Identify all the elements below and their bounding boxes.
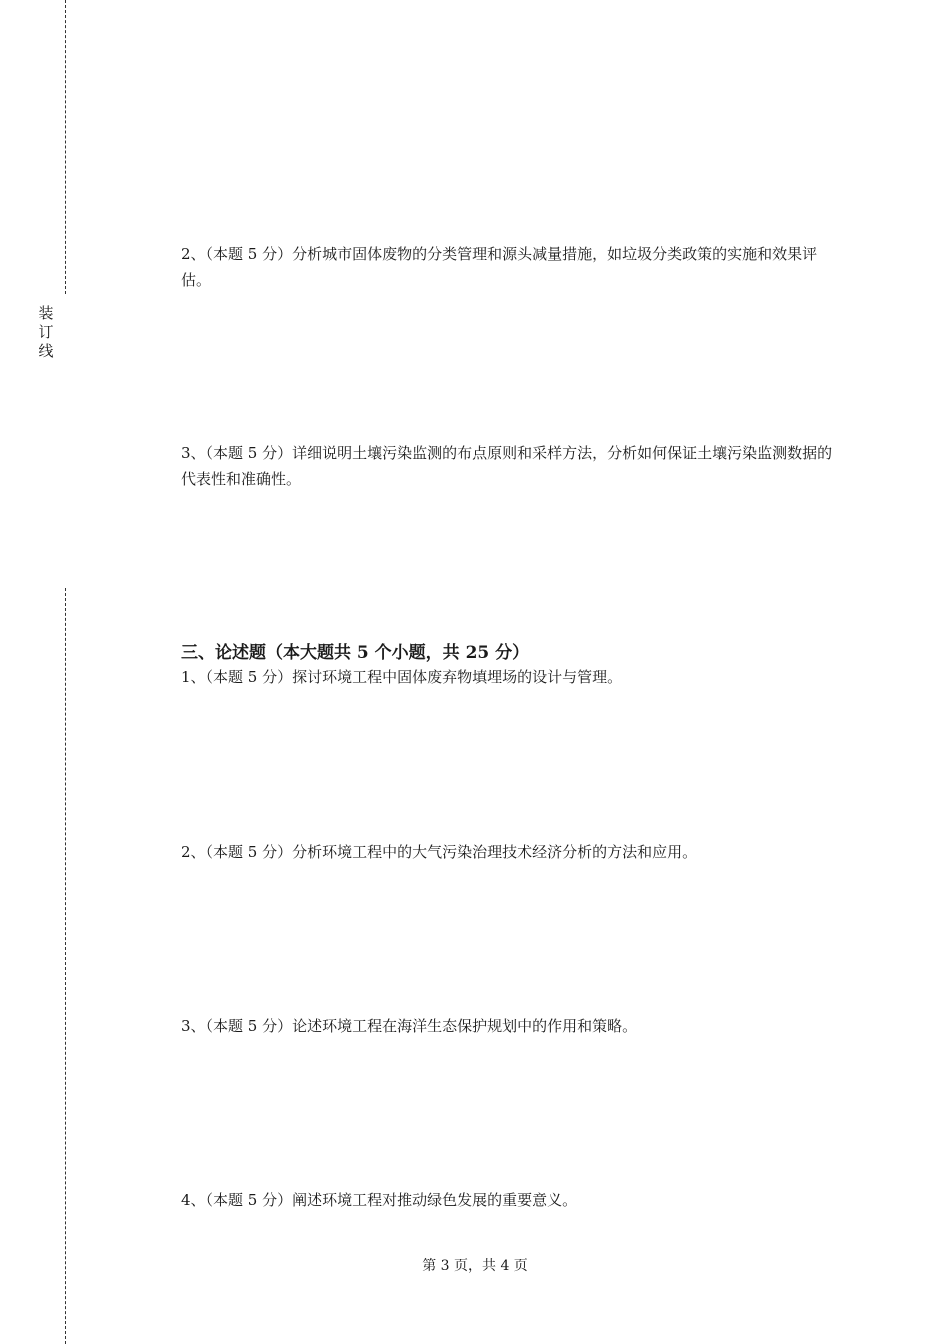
question-2-3: 3、（本题 5 分）详细说明土壤污染监测的布点原则和采样方法，分析如何保证土壤污染监测数据的代表性和准确性。 (181, 444, 833, 488)
question-3-4: 4、（本题 5 分）阐述环境工程对推动绿色发展的重要意义。 (181, 1191, 578, 1209)
binding-dashed-line-top (65, 0, 66, 294)
question-3-2: 2、（本题 5 分）分析环境工程中的大气污染治理技术经济分析的方法和应用。 (181, 843, 698, 861)
question-3-1: 1、（本题 5 分）探讨环境工程中固体废弃物填埋场的设计与管理。 (181, 668, 623, 686)
question-2-2: 2、（本题 5 分）分析城市固体废物的分类管理和源头减量措施，如垃圾分类政策的实施和效果评估。 (181, 245, 818, 289)
page-footer: 第 3 页，共 4 页 (422, 1258, 528, 1274)
section-3-heading: 三、论述题（本大题共 5 个小题，共 25 分） (181, 643, 530, 663)
question-3-3: 3、（本题 5 分）论述环境工程在海洋生态保护规划中的作用和策略。 (181, 1017, 638, 1035)
binding-dashed-line-bottom (65, 588, 66, 1344)
binding-line-label: 装订线 (38, 304, 54, 360)
